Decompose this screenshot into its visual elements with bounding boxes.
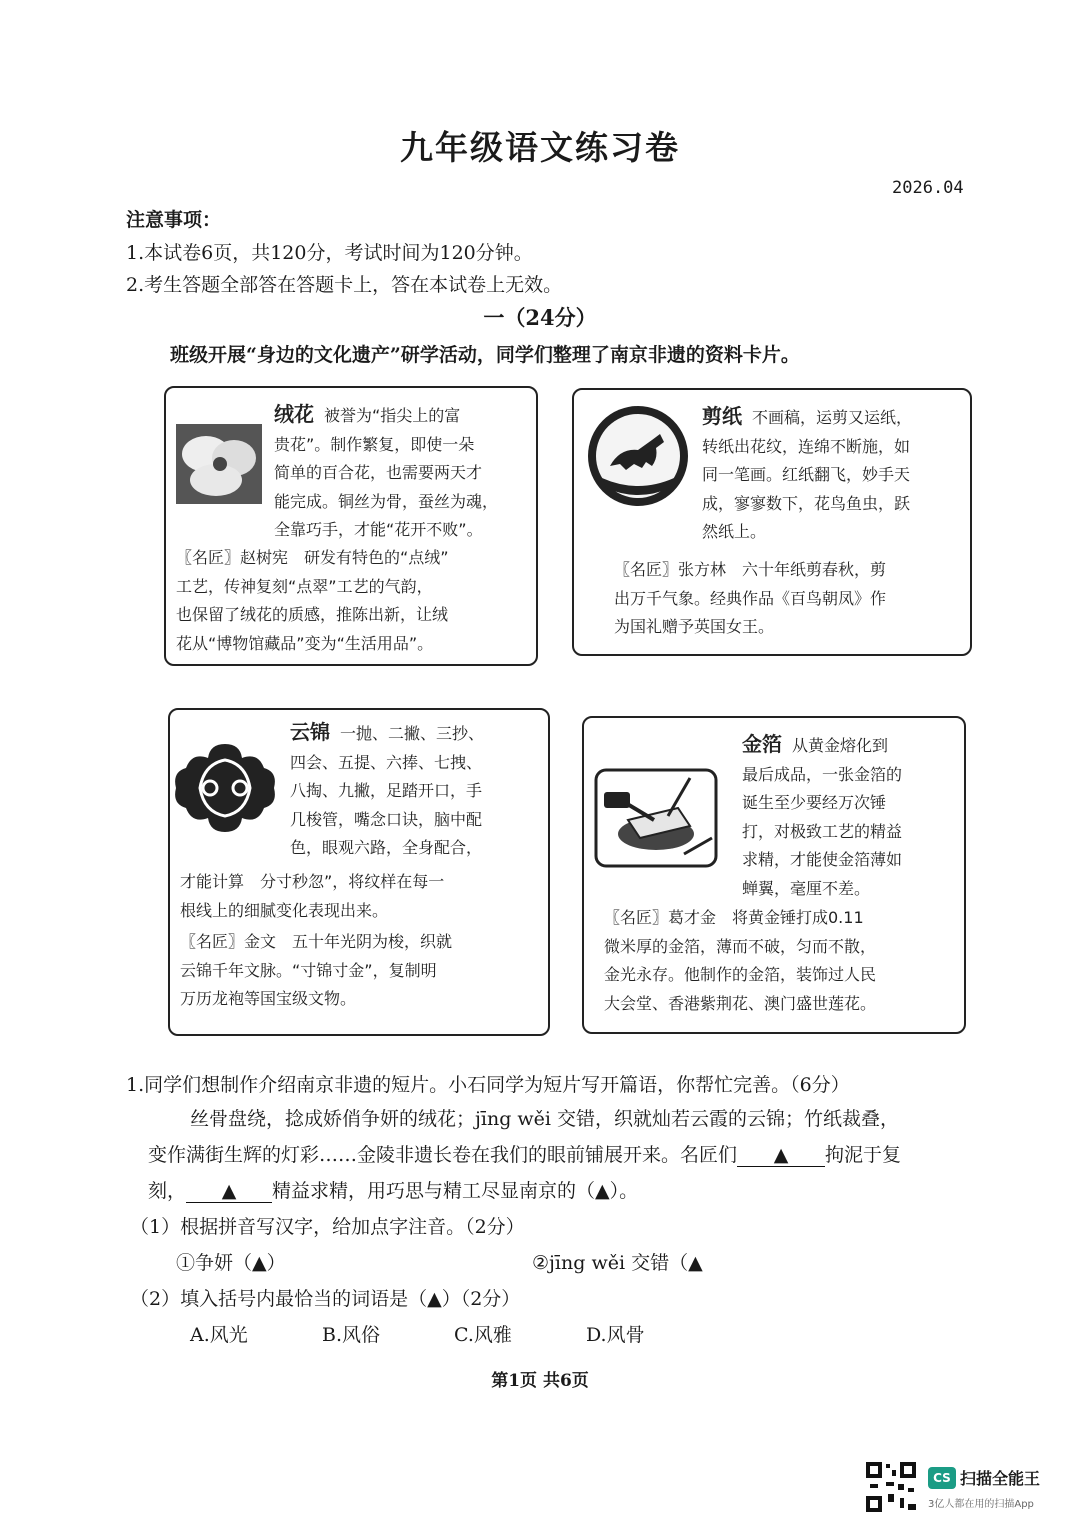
question-1-passage-line-1: 丝骨盘绕，捻成娇俏争妍的绒花；jīng wěi 交错，织就灿若云霞的云锦；竹纸裁叠， [190,1108,900,1130]
card-jinbo-name: 金箔 [742,732,782,756]
gold-leaf-hammer-icon [594,768,718,868]
notes-heading: 注意事项： [126,209,222,231]
velvet-flower-icon [176,424,262,504]
card-ronghua-text: 被誉为“指尖上的富 [324,406,461,425]
scanner-watermark [928,1466,1040,1510]
card-ronghua-name: 绒花 [274,402,314,426]
card-ronghua-text: 能完成。铜丝为骨，蚕丝为魂， [274,491,499,511]
card-jianzhi-name: 剪纸 [702,404,742,428]
question-1-stem: 1.同学们想制作介绍南京非遗的短片。小石同学为短片写开篇语，你帮忙完善。（6分） [126,1074,850,1096]
card-ronghua [164,386,538,666]
card-jinbo: 金箔 从黄金熔化到 最后成品，一张金箔的 诞生至少要经万次锤 打，对极致工艺的精益 求精，才能使金箔薄如 蝉翼，毫厘不差。 〖名匠〗葛才金 将黄金锤打成0.11 微米厚的金箔，薄而不破，匀而不散， 金光永存。他制作的金箔，装饰过人民 大会堂、香港紫荆花、澳门盛世莲花。 [582,716,966,1034]
card-jianzhi: 剪纸 不画稿，运剪又运纸， 转纸出花纹，连绵不断施，如 同一笔画。红纸翻飞，妙手天 成，寥寥数下，花鸟鱼虫，跃 然纸上。 〖名匠〗张方林 六十年纸剪春秋，剪 出万千气象。经典作品《百鸟朝凤》作 为国礼赠予英国女王。 [572,388,972,656]
question-1-sub-1-item-b: ②jīng wěi 交错（▲ [532,1252,703,1274]
option-a[interactable]: A.风光 [190,1324,248,1346]
card-ronghua-text: 简单的百合花，也需要两天才 [274,463,483,482]
note-item-2: 2.考生答题全部答在答题卡上，答在本试卷上无效。 [126,274,563,296]
card-ronghua-text: 贵花”。制作繁复，即使一朵 [274,434,475,454]
question-1-passage-line-3: 刻， ▲ 精益求精，用巧思与精工尽显南京的（▲）。 [148,1180,639,1202]
activity-intro: 班级开展“身边的文化遗产”研学活动，同学们整理了南京非遗的资料卡片。 [170,344,800,366]
qr-code-icon [864,1460,918,1514]
question-1-sub-2: （2）填入括号内最恰当的词语是（▲）（2分） [130,1288,521,1310]
scanner-logo-icon: CS [928,1467,956,1489]
card-ronghua-text: 全靠巧手，才能“花开不败”。 [274,520,483,539]
page-title: 九年级语文练习卷 [400,128,680,167]
option-c[interactable]: C.风雅 [454,1324,512,1346]
cloud-brocade-icon [170,738,280,838]
option-d[interactable]: D.风骨 [586,1324,645,1346]
card-yunjin: 云锦 一抛、二撇、三抄、 四会、五提、六捧、七拽、 八掏、九撇，足踏开口，手 几梭管，嘴念口诀，脑中配 色，眼观六路，全身配合， 才能计算 分寸秒忽”，将纹样在每一 根线上的细腻变化表现出来。 〖名匠〗金文 五十年光阴为梭，织就 云锦千年文脉。“寸锦寸金”，复制明 万历龙袍等国宝级文物。 [168,708,550,1036]
card-yunjin-master: 〖名匠〗金文 五十年光阴为梭，织就 云锦千年文脉。“寸锦寸金”，复制明 万历龙袍等国宝级文物。 [180,932,453,1008]
paper-cut-horse-icon [586,404,690,508]
card-ronghua-master: 〖名匠〗赵树宪 研发有特色的“点绒” 工艺，传神复刻“点翠”工艺的气韵， 也保留了绒花的质感，推陈出新，让绒 花从“博物馆藏品”变为“生活用品”。 [176,548,449,653]
section-heading: 一（24分） [483,305,597,330]
exam-date: 2026.04 [892,178,964,198]
answer-blank-1[interactable]: ▲ [737,1144,825,1167]
question-1-sub-1-item-a: ①争妍（▲） [176,1252,286,1274]
answer-blank-5[interactable]: ▲ [688,1252,703,1274]
answer-blank-3[interactable]: ▲ [595,1180,610,1202]
page-number: 第1页 共6页 [491,1371,589,1391]
scanner-name: 扫描全能王 [960,1469,1041,1488]
answer-blank-6[interactable]: ▲ [427,1288,442,1310]
card-jianzhi-master: 〖名匠〗张方林 六十年纸剪春秋，剪 出万千气象。经典作品《百鸟朝凤》作 为国礼赠予英国女王。 [614,560,887,636]
question-1-sub-1: （1）根据拼音写汉字，给加点字注音。（2分） [130,1216,525,1238]
note-item-1: 1.本试卷6页，共120分，考试时间为120分钟。 [126,242,533,264]
answer-blank-4[interactable]: ▲ [252,1252,267,1274]
card-jinbo-master: 〖名匠〗葛才金 将黄金锤打成0.11 微米厚的金箔，薄而不破，匀而不散， 金光永存。他制作的金箔，装饰过人民 大会堂、香港紫荆花、澳门盛世莲花。 [604,908,877,1013]
question-1-passage-line-2: 变作满街生辉的灯彩……金陵非遗长卷在我们的眼前铺展开来。名匠们 ▲ 拘泥于复 [148,1144,902,1166]
question-1-options [190,1320,718,1347]
card-yunjin-name: 云锦 [290,720,330,744]
scanner-slogan: 3亿人都在用的扫描App [928,1499,1034,1510]
answer-blank-2[interactable]: ▲ [186,1180,272,1203]
option-b[interactable]: B.风俗 [322,1324,381,1346]
